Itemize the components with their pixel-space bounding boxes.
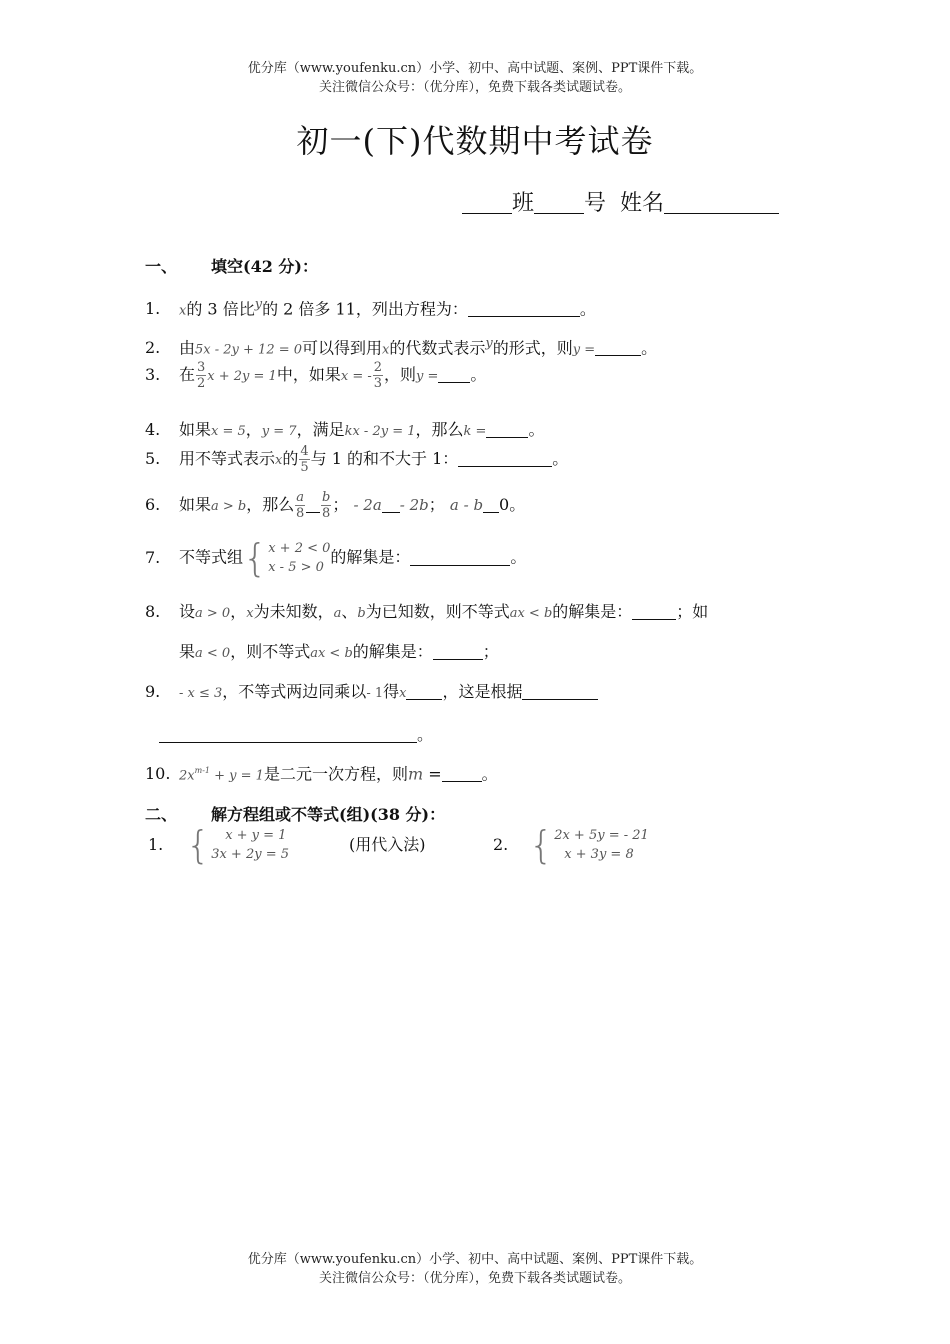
math-expr: k = — [463, 424, 487, 439]
punctuation: 、 — [341, 602, 358, 621]
question-text: ，那么 — [246, 495, 295, 514]
math-value: 0 — [499, 495, 510, 514]
question-10 — [145, 760, 498, 787]
section-number: 二、 — [145, 805, 178, 824]
math-value: - 1 — [366, 686, 384, 701]
question-number: 6. — [145, 495, 161, 514]
question-text: 由 — [179, 338, 196, 358]
punctuation: 。 — [509, 495, 526, 514]
numerator: a — [296, 490, 305, 505]
question-1 — [145, 294, 596, 322]
page-header — [0, 59, 950, 97]
math-var: x — [275, 453, 283, 468]
math-expr: x = 5 — [211, 424, 246, 439]
numerator: 2 — [373, 360, 383, 375]
math-equation: x + 2y = 1 — [207, 369, 277, 384]
math-expr: a - b — [449, 496, 484, 514]
fraction — [299, 444, 309, 475]
question-text: 的解集是： — [552, 602, 633, 621]
class-blank[interactable] — [462, 191, 512, 214]
question-text: 的解集是： — [352, 642, 433, 661]
question-text: 中，如果 — [276, 365, 341, 384]
problem-number: 1. — [148, 834, 164, 854]
name-blank[interactable] — [664, 191, 779, 214]
question-text: ，那么 — [415, 420, 464, 439]
section-title: 填空(42 分)： — [211, 257, 318, 276]
answer-blank[interactable] — [458, 450, 552, 467]
question-text: ，则 — [384, 365, 417, 384]
system-row: x + 2 < 0 — [268, 541, 331, 556]
footer-line-2: 关注微信公众号：（优分库），免费下载各类试题试卷。 — [318, 1271, 631, 1286]
math-var: x — [179, 303, 187, 319]
problem-number: 2. — [493, 834, 509, 854]
class-label: 班 — [512, 191, 535, 216]
math-var: a — [333, 606, 342, 621]
numerator: 4 — [300, 444, 309, 459]
math-var: x — [246, 606, 254, 621]
header-line-1: 优分库（www.youfenku.cn）小学、初中、高中试题、案例、PPT课件下载。 — [247, 61, 703, 76]
question-7 — [145, 536, 527, 580]
punctuation: 。 — [417, 725, 434, 744]
section-title: 解方程组或不等式(组)(38 分)： — [211, 805, 446, 824]
system-row: x + y = 1 — [225, 828, 287, 843]
question-5 — [145, 444, 568, 475]
answer-blank[interactable] — [486, 421, 528, 438]
punctuation: 。 — [481, 764, 498, 784]
system-row: 3x + 2y = 5 — [211, 847, 289, 862]
problem-1 — [148, 823, 426, 867]
question-text: 果 — [179, 642, 196, 661]
math-expr: - 2a — [353, 496, 382, 514]
math-expr: ax < b — [310, 646, 353, 661]
math-expr: y = — [572, 342, 596, 358]
denominator: 8 — [322, 506, 331, 521]
question-8 — [145, 601, 708, 625]
header-line-2: 关注微信公众号：（优分库），免费下载各类试题试卷。 — [318, 80, 631, 95]
denominator: 3 — [373, 376, 383, 391]
answer-blank[interactable] — [522, 683, 598, 700]
question-text: 是二元一次方程，则 — [263, 764, 408, 784]
page-footer — [0, 1250, 950, 1288]
answer-blank[interactable] — [159, 726, 417, 743]
math-expr: a > 0 — [195, 606, 231, 621]
question-text: 如果 — [179, 495, 212, 514]
answer-blank[interactable] — [433, 643, 483, 660]
math-var: y — [485, 336, 493, 351]
question-text: 可以得到用 — [302, 338, 383, 358]
brace-icon: { — [529, 823, 554, 867]
question-3 — [145, 360, 486, 391]
punctuation: ， — [230, 602, 247, 621]
question-number: 5. — [145, 449, 161, 468]
question-number: 2. — [145, 338, 161, 358]
student-info — [462, 186, 779, 217]
question-2 — [145, 333, 657, 361]
number-label: 号 — [584, 191, 607, 216]
question-text: 的形式，则 — [492, 338, 573, 358]
math-equation: 5x - 2y + 12 = 0 — [195, 342, 303, 358]
numerator: 3 — [197, 360, 206, 375]
punctuation: 。 — [552, 449, 569, 468]
system-row: 2x + 5y = - 21 — [554, 828, 649, 843]
equation-system — [186, 823, 289, 867]
math-expr: a > b — [211, 499, 247, 514]
question-text: = — [423, 764, 442, 784]
question-text: ，则不等式 — [230, 642, 311, 661]
section-1-heading — [145, 254, 318, 277]
name-label: 姓名 — [620, 191, 665, 216]
question-text: 为未知数， — [253, 602, 334, 621]
answer-blank[interactable] — [406, 683, 442, 700]
answer-blank[interactable] — [382, 496, 400, 513]
equation-system — [529, 823, 649, 867]
question-text: ，满足 — [296, 420, 345, 439]
math-expr: - 2b — [399, 496, 429, 514]
math-var: y — [254, 297, 263, 312]
question-text: 的 3 倍比 — [186, 299, 255, 319]
fraction — [321, 490, 331, 521]
math-expr: + y = 1 — [210, 768, 264, 784]
system-row: x - 5 > 0 — [268, 560, 324, 575]
system-row: x + 3y = 8 — [564, 847, 634, 862]
question-4 — [145, 419, 544, 443]
question-text: ；如 — [676, 602, 709, 621]
answer-blank[interactable] — [410, 549, 510, 566]
punctuation: ； — [428, 495, 445, 514]
answer-blank[interactable] — [595, 339, 641, 356]
question-number: 1. — [145, 299, 161, 319]
question-8-line-2 — [179, 641, 499, 665]
punctuation: 。 — [470, 365, 487, 384]
section-number: 一、 — [145, 257, 178, 276]
math-expr: y = 7 — [261, 424, 297, 439]
question-text: 不等式组 — [179, 547, 244, 567]
question-text: 的 — [282, 449, 299, 468]
punctuation: ； — [482, 642, 499, 661]
denominator: 5 — [300, 460, 309, 475]
punctuation: ， — [245, 420, 262, 439]
math-equation: kx - 2y = 1 — [344, 424, 416, 439]
answer-blank[interactable] — [438, 366, 470, 383]
question-text: 如果 — [179, 420, 212, 439]
math-var: b — [357, 606, 366, 621]
question-text: 的 2 倍多 11，列出方程为： — [262, 299, 468, 319]
fraction — [295, 490, 305, 521]
answer-blank[interactable] — [468, 300, 580, 317]
footer-line-1: 优分库（www.youfenku.cn）小学、初中、高中试题、案例、PPT课件下载。 — [247, 1252, 703, 1267]
problem-2 — [493, 823, 649, 867]
math-expr: y = — [416, 369, 439, 384]
question-text: 为已知数，则不等式 — [365, 602, 510, 621]
question-number: 3. — [145, 365, 161, 384]
question-number: 7. — [145, 547, 161, 567]
method-note: (用代入法) — [349, 834, 426, 854]
answer-blank[interactable] — [306, 496, 320, 513]
punctuation: 。 — [641, 338, 658, 358]
math-expr: 2x — [179, 768, 195, 784]
section-2-heading — [145, 802, 445, 825]
answer-blank[interactable] — [632, 603, 676, 620]
math-expr: a < 0 — [195, 646, 231, 661]
question-text: 与 1 的和不大于 1： — [310, 449, 459, 468]
question-text: 在 — [179, 365, 196, 384]
math-var: x — [399, 686, 407, 701]
question-9 — [145, 681, 598, 705]
numerator: b — [322, 490, 331, 505]
brace-icon: { — [243, 536, 268, 580]
question-text: ，不等式两边同乘以 — [222, 682, 367, 701]
math-exponent: m-1 — [194, 766, 210, 775]
answer-blank[interactable] — [442, 765, 482, 782]
math-expr: ax < b — [509, 606, 553, 621]
exam-title: 初一(下)代数期中考试卷 — [296, 122, 654, 160]
math-var: m — [407, 764, 424, 784]
question-text: 的代数式表示 — [389, 338, 486, 358]
denominator: 2 — [197, 376, 206, 391]
question-text: 得 — [383, 682, 400, 701]
question-number: 9. — [145, 682, 161, 701]
question-number: 10. — [145, 764, 171, 784]
math-var: x — [382, 342, 390, 358]
denominator: 8 — [296, 506, 305, 521]
inequality-system — [243, 536, 331, 580]
question-number: 4. — [145, 420, 161, 439]
punctuation: 。 — [510, 547, 527, 567]
punctuation: ； — [332, 495, 349, 514]
answer-blank[interactable] — [483, 496, 499, 513]
fraction — [196, 360, 206, 391]
question-text: 用不等式表示 — [179, 449, 276, 468]
question-9-line-2 — [159, 724, 433, 746]
question-text: ，这是根据 — [442, 682, 523, 701]
math-expr: - x ≤ 3 — [179, 686, 223, 701]
brace-icon: { — [186, 823, 211, 867]
punctuation: 。 — [579, 299, 596, 319]
question-number: 8. — [145, 602, 161, 621]
punctuation: 。 — [528, 420, 545, 439]
math-expr: x = - — [340, 369, 372, 384]
number-blank[interactable] — [534, 191, 584, 214]
question-text: 设 — [179, 602, 196, 621]
question-6 — [145, 490, 525, 521]
fraction — [373, 360, 383, 391]
question-text: 的解集是： — [330, 547, 411, 567]
